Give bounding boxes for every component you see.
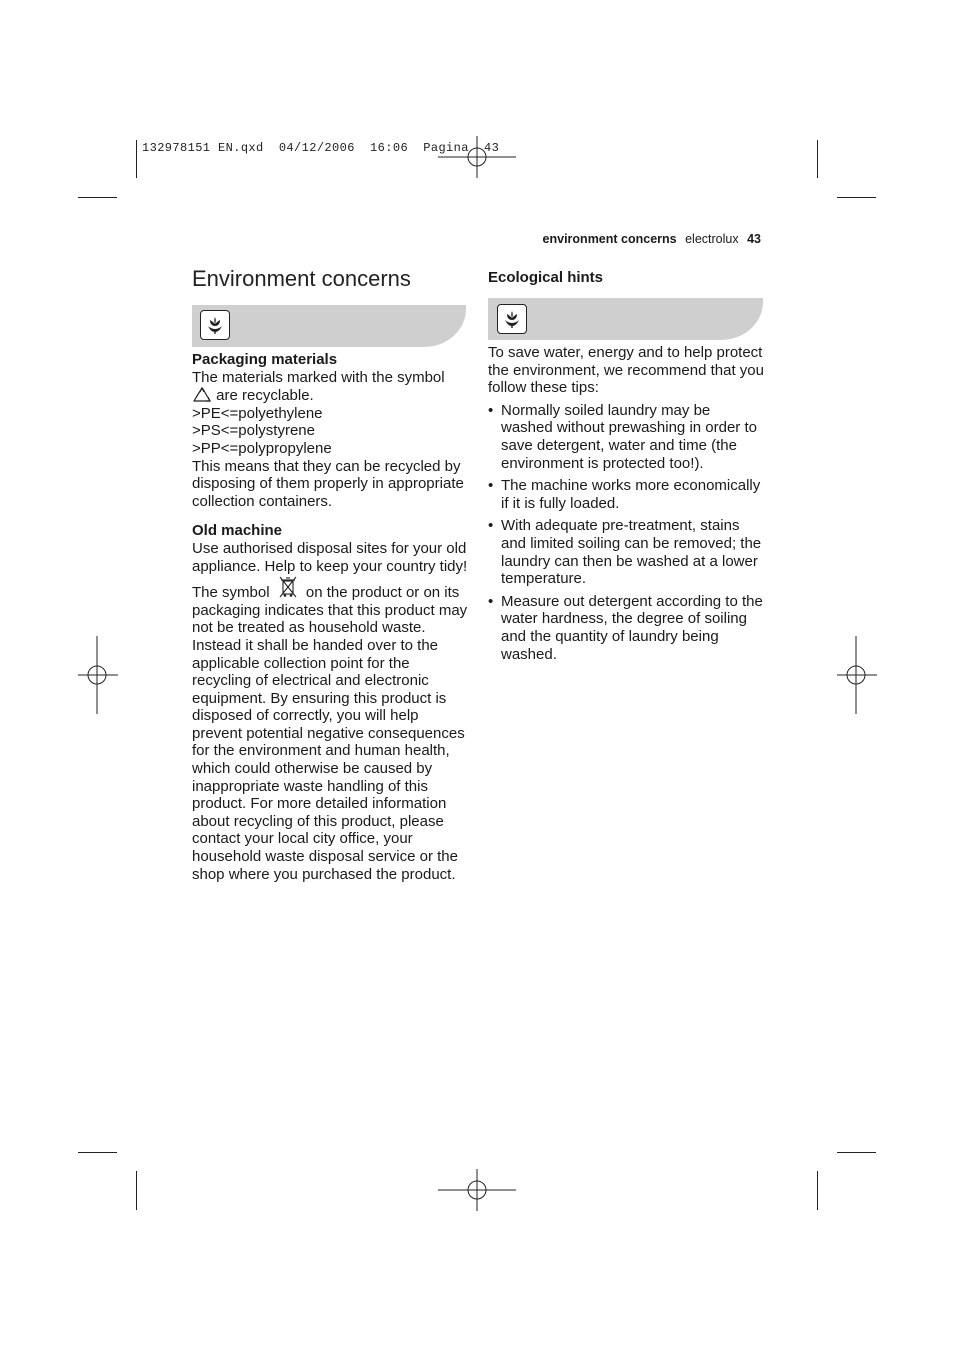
- packaging-intro: [192, 369, 468, 405]
- left-column: [192, 351, 468, 883]
- registration-mark-right: [837, 636, 877, 714]
- old-machine-heading: Old machine: [192, 522, 283, 540]
- recycle-icon: [192, 386, 212, 404]
- registration-mark-bottom: [438, 1169, 518, 1211]
- ecological-hints-heading: Ecological hints: [488, 269, 604, 286]
- material-item: >PS<=polystyrene: [192, 422, 315, 440]
- packaging-intro-text: The materials marked with the symbol: [192, 368, 445, 386]
- list-item: • With adequate pre-treatment, stains and limited soiling can be removed; the laundry can then be washed at a lower temperature.: [488, 517, 764, 587]
- packaging-intro-end: are recyclable.: [216, 387, 314, 405]
- crossed-bin-icon: [276, 575, 300, 599]
- right-column: [488, 344, 764, 663]
- page-title: Environment concerns: [192, 266, 411, 291]
- old-machine-paragraph-1: Use authorised disposal sites for your old appliance. Help to keep your country tidy!: [192, 539, 468, 575]
- tips-list: [488, 402, 764, 663]
- old-machine-p2-start: The symbol: [192, 584, 270, 602]
- list-item: • The machine works more economically if it is fully loaded.: [488, 477, 764, 512]
- packaging-heading: Packaging materials: [192, 351, 338, 368]
- running-head: [543, 232, 761, 246]
- registration-mark-left: [78, 636, 118, 714]
- right-section-banner: [488, 298, 763, 340]
- ecological-intro: To save water, energy and to help protect the environment, we recommend that you follow these tips:: [488, 344, 764, 397]
- running-head-brand: electrolux: [685, 232, 739, 246]
- running-head-section: environment concerns: [542, 232, 677, 246]
- old-machine-paragraph-2: [192, 575, 468, 883]
- left-section-banner: [192, 305, 466, 347]
- packaging-body: This means that they can be recycled by disposing of them properly in appropriate collection containers.: [192, 457, 464, 510]
- registration-mark-top: [438, 136, 518, 178]
- print-slug: 132978151 EN.qxd 04/12/2006 16:06 Pagina 43: [142, 141, 500, 155]
- page-number: 43: [747, 232, 761, 246]
- material-item: >PP<=polypropylene: [192, 439, 332, 457]
- material-item: >PE<=polyethylene: [192, 404, 323, 422]
- flower-ecolabel-icon: [200, 310, 230, 340]
- old-machine-p2-rest: on the product or on its packaging indicates that this product may not be treated as household waste. Instead it shall be handed over to the applicable collection point for the recycling of electrical and electronic equipment. By ensuring this product is disposed of correctly, you will help prevent potential negative consequences for the environment and human health, which could otherwise be caused by inappropriate waste handling of this product. For more detailed information about recycling of this product, please contact your local city office, your household waste disposal service or the shop where you purchased the product.: [192, 584, 468, 883]
- flower-ecolabel-icon: [497, 304, 527, 334]
- list-item: • Measure out detergent according to the water hardness, the degree of soiling and the quantity of laundry being washed.: [488, 593, 764, 663]
- list-item: • Normally soiled laundry may be washed without prewashing in order to save detergent, water and time (the environment is protected too!).: [488, 402, 764, 472]
